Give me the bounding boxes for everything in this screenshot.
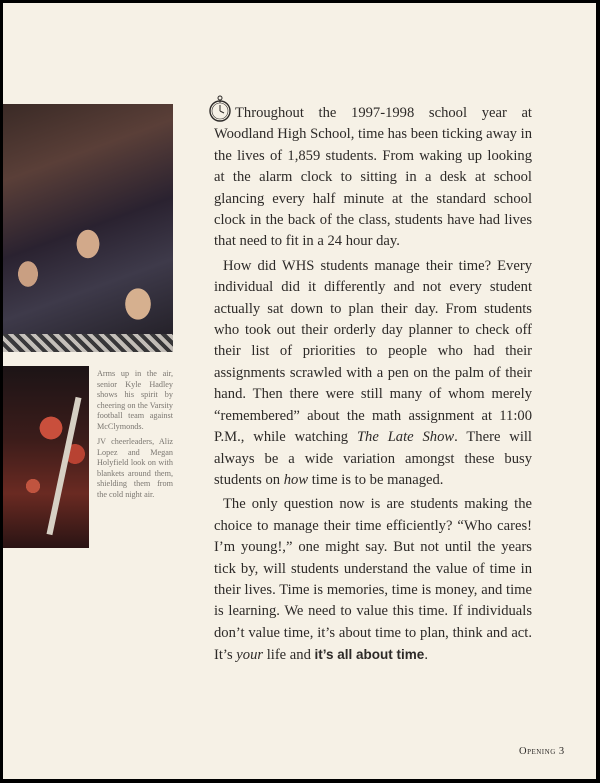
paragraph-1 xyxy=(214,103,532,253)
caption-kyle-hadley: Arms up in the air, senior Kyle Hadley shows his spirit by cheering on the Varsity football team against McClymonds. xyxy=(97,369,173,431)
paragraph-2 xyxy=(214,256,532,491)
late-show-title: The Late Show xyxy=(356,429,455,446)
yearbook-page xyxy=(3,3,596,779)
photo-stripe xyxy=(3,334,173,352)
paragraph-2-text-c: time is to be managed. xyxy=(308,471,444,488)
paragraph-2-text-a: How did WHS students manage their time? Every individual did it differently and not every student actually sat down to plan their day. From students who took out their orderly day planner to check off their list of priorities to people who had their assignments scrawled with a pen on the palm of their hand. Then there were still many of whom merely “remembered” about the math assignment at 11:00 P.M., while watching xyxy=(214,257,532,446)
paragraph-3 xyxy=(214,494,532,666)
caption-jv-cheerleaders: JV cheerleaders, Aliz Lopez and Megan Holyfield look on with blankets around them, shielding them from the cold night air. xyxy=(97,437,173,499)
crowd-photo xyxy=(3,104,173,352)
paragraph-3-text-b: life and xyxy=(263,647,315,664)
cheerleaders-photo xyxy=(3,366,89,548)
emphasis-your: your xyxy=(236,647,264,664)
article-body xyxy=(214,103,532,667)
paragraph-2-text-b: . There will always be a wide variation amongst these busy students on xyxy=(214,429,532,488)
emphasis-how: how xyxy=(283,471,309,488)
paragraph-3-end: . xyxy=(424,647,428,664)
theme-phrase: it’s all about time xyxy=(314,647,425,663)
photo-pole xyxy=(47,397,82,535)
paragraph-1-text: Throughout the 1997-1998 school year at Woodland High School, time has been ticking away in the lives of 1,859 students. From waking up looking at the alarm clock to sitting in a desk at school glancing every half minute at the standard school clock in the back of the class, students have had lives that need to fit in a 24 hour day. xyxy=(214,105,532,250)
page-folio: Opening 3 xyxy=(519,746,565,757)
paragraph-3-text-a: The only question now is are students making the choice to manage their time efficiently? “Who cares! I’m young!,” one might say. But not until the years tick by, will students understand the value of time in their lives. Time is memories, time is money, and time is learning. We need to value this time. If individuals don’t value time, it’s about time to plan, think and act. It’s xyxy=(214,496,532,664)
